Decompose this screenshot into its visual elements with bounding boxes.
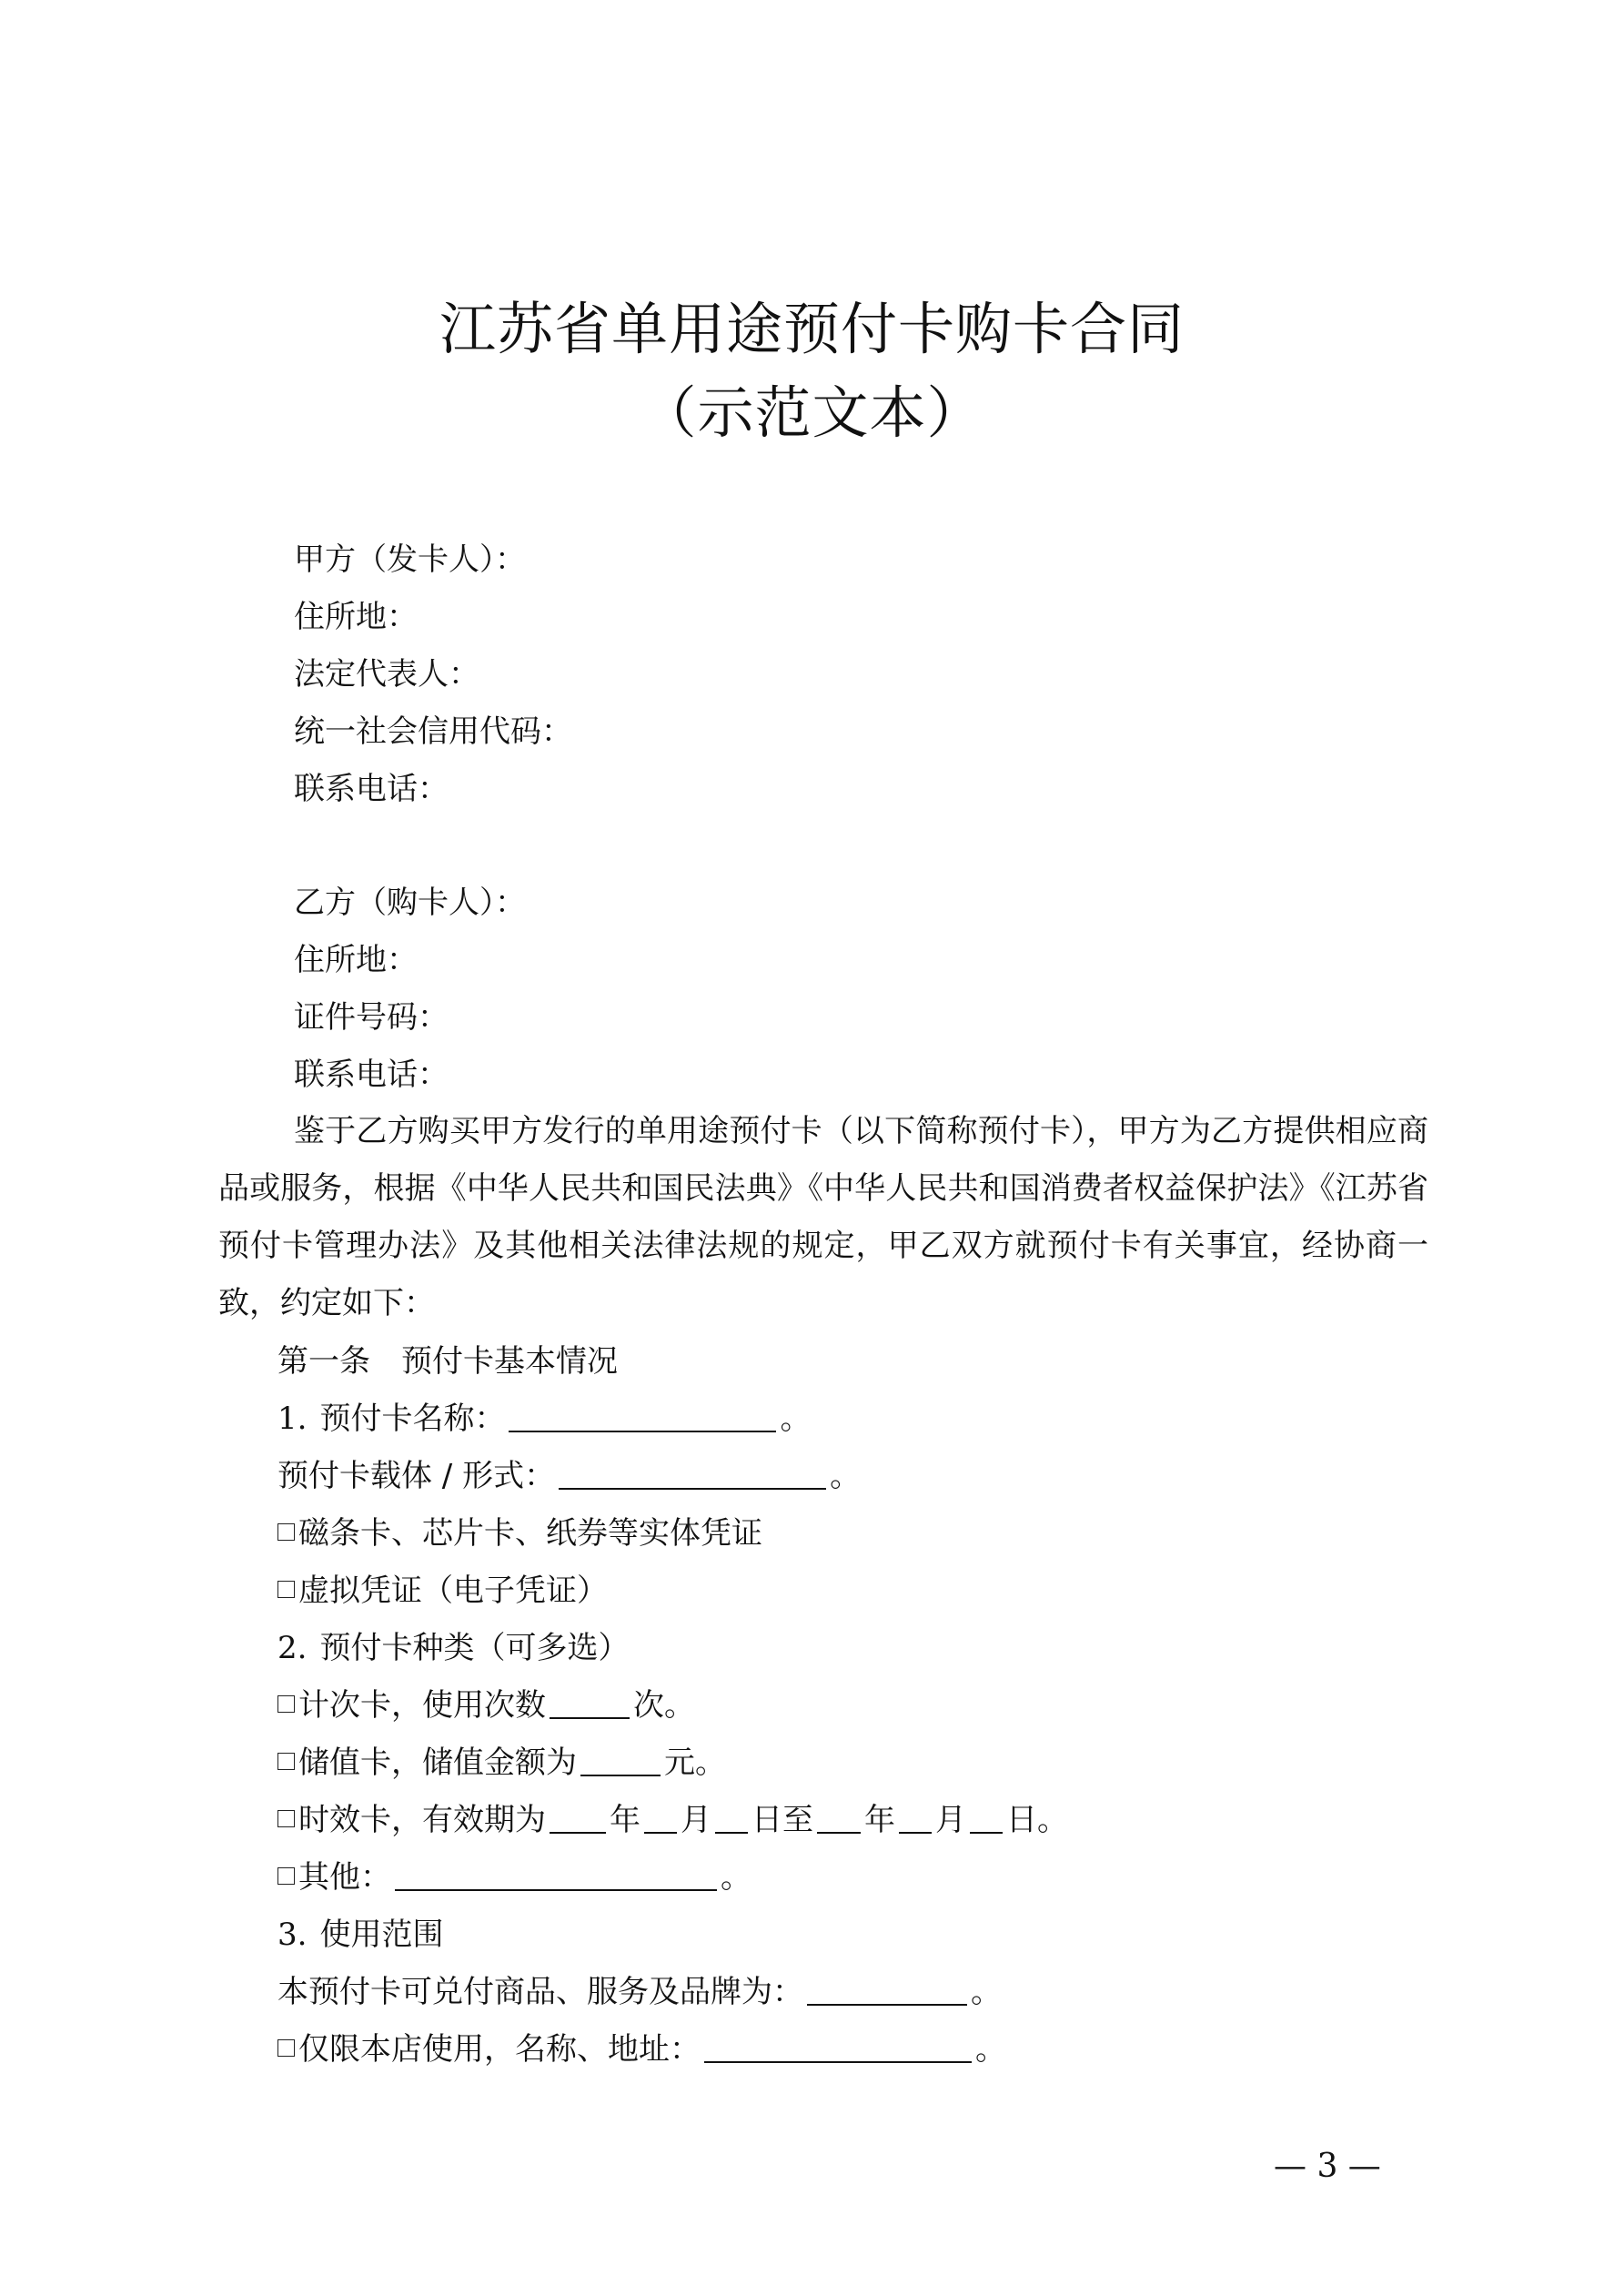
- party-a-credit-code-label: 统一社会信用代码：: [294, 713, 572, 750]
- party-a-legal-rep-label: 法定代表人：: [294, 656, 479, 693]
- item-2-heading: [277, 1628, 629, 1668]
- item-2-title: 预付卡种类（可多选）: [319, 1630, 630, 1666]
- checkbox-icon[interactable]: [277, 1523, 295, 1541]
- preamble-paragraph: 鉴于乙方购买甲方发行的单用途预付卡（以下简称预付卡），甲方为乙方提供相应商品或服务，根据《中华人民共和国民法典》《中华人民共和国消费者权益保护法》《江苏省预付卡管理办法》及其他相关法律法规的规定，甲乙双方就预付卡有关事宜，经协商一致，约定如下：: [218, 1113, 1428, 1321]
- document-title: 江苏省单用途预付卡购卡合同: [439, 296, 1185, 362]
- party-b-address-label: 住所地：: [294, 942, 418, 978]
- store-address-blank[interactable]: [704, 2034, 972, 2063]
- other-blank[interactable]: [395, 1862, 717, 1891]
- card-carrier-blank[interactable]: [559, 1461, 826, 1490]
- time-card-label: 时效卡，有效期为: [298, 1802, 546, 1838]
- checkbox-icon[interactable]: [277, 1810, 295, 1827]
- option-virtual[interactable]: [277, 1571, 608, 1611]
- card-carrier-label: 预付卡载体 / 形式：: [277, 1458, 556, 1494]
- article-1-title: 预付卡基本情况: [401, 1343, 618, 1380]
- party-b-id-label: 证件号码：: [294, 999, 449, 1036]
- card-carrier-line: [277, 1456, 861, 1496]
- period: 。: [975, 2031, 1006, 2068]
- month-label: 月: [681, 1802, 711, 1838]
- period: 。: [971, 1974, 1002, 2010]
- option-stored-value-card[interactable]: [277, 1743, 726, 1783]
- document-subtitle: （示范文本）: [640, 379, 984, 446]
- party-a-heading: 甲方（发卡人）：: [294, 541, 526, 578]
- article-1-heading: [277, 1341, 618, 1381]
- period: 。: [780, 1401, 812, 1437]
- stored-amount-blank[interactable]: [580, 1747, 661, 1776]
- period: 。: [830, 1458, 862, 1494]
- end-year-blank[interactable]: [817, 1805, 861, 1834]
- item-3-heading: [277, 1915, 443, 1955]
- checkbox-icon[interactable]: [277, 1753, 295, 1770]
- usage-scope-line: [277, 1972, 1002, 2012]
- card-name-label: 预付卡名称：: [319, 1401, 506, 1437]
- checkbox-icon[interactable]: [277, 2039, 295, 2057]
- stored-value-label: 储值卡，储值金额为: [298, 1745, 577, 1781]
- month-label: 月: [935, 1802, 966, 1838]
- start-month-blank[interactable]: [644, 1805, 677, 1834]
- option-virtual-label: 虚拟凭证（电子凭证）: [298, 1573, 608, 1609]
- checkbox-icon[interactable]: [277, 1867, 295, 1885]
- item-1-name-line: [277, 1399, 811, 1439]
- checkbox-icon[interactable]: [277, 1695, 295, 1713]
- store-only-label: 仅限本店使用，名称、地址：: [298, 2031, 701, 2068]
- option-physical[interactable]: [277, 1513, 762, 1553]
- start-day-blank[interactable]: [715, 1805, 748, 1834]
- article-1-label: 第一条: [277, 1343, 370, 1380]
- option-other[interactable]: [277, 1857, 751, 1897]
- usage-scope-blank[interactable]: [807, 1977, 967, 2006]
- count-card-label: 计次卡，使用次数: [298, 1687, 546, 1724]
- start-year-blank[interactable]: [550, 1805, 606, 1834]
- usage-scope-label: 本预付卡可兑付商品、服务及品牌为：: [277, 1974, 803, 2010]
- option-physical-label: 磁条卡、芯片卡、纸券等实体凭证: [298, 1515, 762, 1552]
- count-unit: 次。: [633, 1687, 695, 1724]
- item-1-number: 1.: [277, 1401, 308, 1437]
- party-a-phone-label: 联系电话：: [294, 771, 449, 807]
- year-label: 年: [864, 1802, 895, 1838]
- party-b-heading: 乙方（购卡人）：: [294, 885, 526, 921]
- item-2-number: 2.: [277, 1630, 308, 1666]
- usage-count-blank[interactable]: [550, 1690, 630, 1719]
- card-name-blank[interactable]: [509, 1403, 776, 1432]
- day-end-label: 日。: [1006, 1802, 1068, 1838]
- option-count-card[interactable]: [277, 1685, 695, 1725]
- checkbox-icon[interactable]: [277, 1581, 295, 1598]
- period: 。: [721, 1859, 751, 1896]
- party-a-address-label: 住所地：: [294, 599, 418, 635]
- option-store-only[interactable]: [277, 2029, 1006, 2069]
- amount-unit: 元。: [664, 1745, 726, 1781]
- option-time-card[interactable]: [277, 1800, 1068, 1840]
- year-label: 年: [610, 1802, 641, 1838]
- page-number: — 3 —: [1274, 2148, 1381, 2185]
- item-3-number: 3.: [277, 1917, 308, 1953]
- end-month-blank[interactable]: [899, 1805, 932, 1834]
- other-label: 其他：: [298, 1859, 391, 1896]
- item-3-title: 使用范围: [319, 1917, 444, 1953]
- party-b-phone-label: 联系电话：: [294, 1057, 449, 1093]
- end-day-blank[interactable]: [970, 1805, 1003, 1834]
- day-to-label: 日至: [751, 1802, 813, 1838]
